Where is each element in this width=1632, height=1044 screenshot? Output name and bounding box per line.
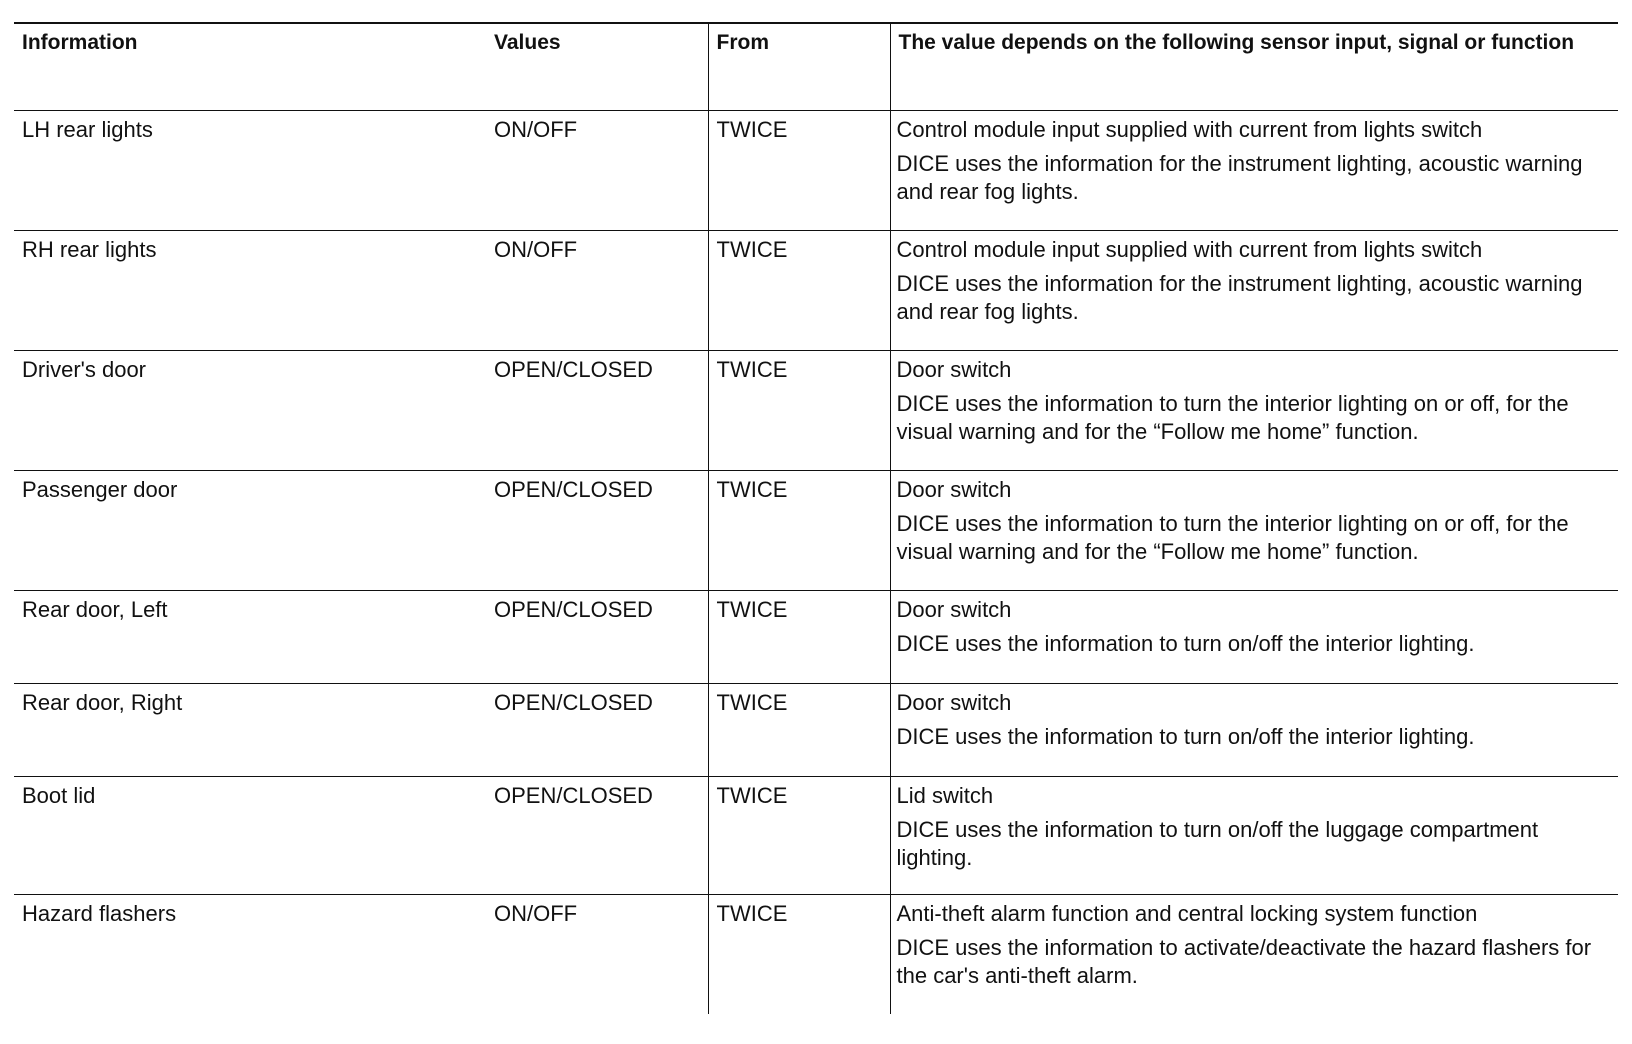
cell-information: Rear door, Left <box>14 590 486 683</box>
header-description: The value depends on the following sensor input, signal or function <box>890 23 1618 110</box>
cell-values: OPEN/CLOSED <box>486 776 708 894</box>
cell-values: OPEN/CLOSED <box>486 350 708 470</box>
table-header-row <box>14 23 1618 110</box>
description-source: Lid switch <box>896 782 994 808</box>
cell-information: Rear door, Right <box>14 683 486 776</box>
description-source: Door switch <box>896 689 1012 715</box>
description-usage: DICE uses the information to turn on/off the interior lighting. <box>896 723 1475 749</box>
cell-description <box>890 230 1618 350</box>
table-row <box>14 350 1618 470</box>
cell-description <box>890 683 1618 776</box>
description-source: Control module input supplied with current from lights switch <box>896 116 1483 142</box>
cell-values: OPEN/CLOSED <box>486 590 708 683</box>
header-values: Values <box>486 23 708 110</box>
cell-description <box>890 590 1618 683</box>
description-source: Anti-theft alarm function and central locking system function <box>896 900 1478 926</box>
cell-values: ON/OFF <box>486 230 708 350</box>
table-row <box>14 230 1618 350</box>
signal-information-table <box>14 22 1618 1014</box>
cell-description <box>890 776 1618 894</box>
cell-from: TWICE <box>708 230 890 350</box>
cell-from: TWICE <box>708 776 890 894</box>
description-usage: DICE uses the information to turn the interior lighting on or off, for the visual warning and for the “Follow me home” function. <box>896 510 1569 564</box>
cell-information: Hazard flashers <box>22 900 177 926</box>
header-from: From <box>708 23 890 110</box>
description-source: Control module input supplied with current from lights switch <box>896 236 1483 262</box>
cell-from: TWICE <box>708 350 890 470</box>
description-usage: DICE uses the information to turn on/off the interior lighting. <box>896 630 1475 656</box>
description-source: Door switch <box>896 356 1012 382</box>
cell-from: TWICE <box>708 470 890 590</box>
cell-information: LH rear lights <box>14 110 486 230</box>
cell-information: Boot lid <box>14 776 486 894</box>
table-row <box>14 776 1618 894</box>
cell-description <box>890 350 1618 470</box>
cell-from: TWICE <box>708 894 890 1014</box>
description-usage: DICE uses the information for the instrument lighting, acoustic warning and rear fog lights. <box>896 150 1583 204</box>
description-usage: DICE uses the information to turn on/off the luggage compartment lighting. <box>896 816 1539 870</box>
table-row <box>14 470 1618 590</box>
cell-information: RH rear lights <box>14 230 486 350</box>
cell-information: Driver's door <box>14 350 486 470</box>
cell-values: OPEN/CLOSED <box>486 683 708 776</box>
table-row <box>14 110 1618 230</box>
description-source: Door switch <box>896 476 1012 502</box>
cell-values: OPEN/CLOSED <box>486 470 708 590</box>
table-row <box>14 590 1618 683</box>
description-usage: DICE uses the information to turn the interior lighting on or off, for the visual warning and for the “Follow me home” function. <box>896 390 1569 444</box>
cell-description <box>890 894 1618 1014</box>
header-information: Information <box>14 23 486 110</box>
cell-from: TWICE <box>708 590 890 683</box>
cell-values: ON/OFF <box>494 900 578 926</box>
description-usage: DICE uses the information for the instrument lighting, acoustic warning and rear fog lights. <box>896 270 1583 324</box>
cell-from: TWICE <box>708 683 890 776</box>
cell-from: TWICE <box>708 110 890 230</box>
cell-information: Passenger door <box>14 470 486 590</box>
description-source: Door switch <box>896 596 1012 622</box>
cell-description <box>890 470 1618 590</box>
table-row <box>14 894 1618 1014</box>
cell-description <box>890 110 1618 230</box>
description-usage: DICE uses the information to activate/deactivate the hazard flashers for the car's anti-theft alarm. <box>896 934 1592 988</box>
table-row <box>14 683 1618 776</box>
cell-values: ON/OFF <box>486 110 708 230</box>
